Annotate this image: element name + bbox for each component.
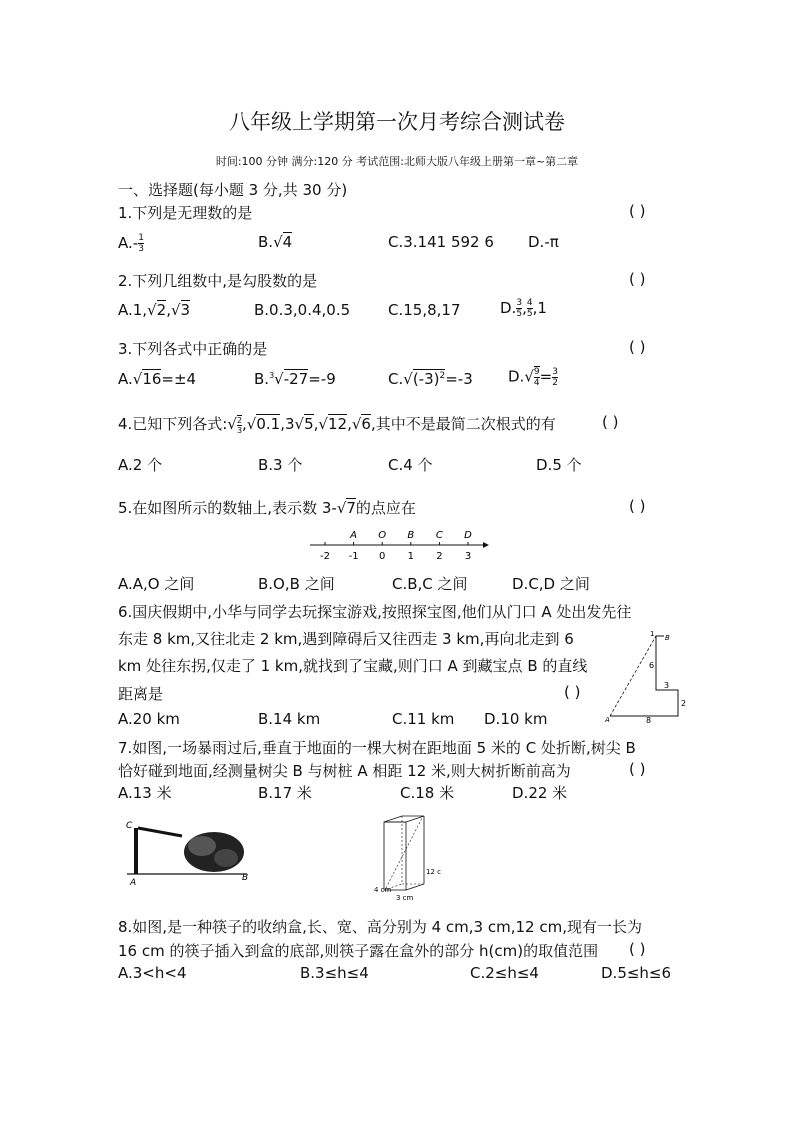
q7-stem-line2: 恰好碰到地面,经测量树尖 B 与树桩 A 相距 12 米,则大树折断前高为 <box>118 762 571 780</box>
q5-stem: 5.在如图所示的数轴上,表示数 3-√7的点应在 <box>118 499 416 517</box>
q3-answer-blank: ( ) <box>629 338 646 356</box>
q4-option-c: C.4 个 <box>388 456 433 474</box>
q8-option-c: C.2≤h≤4 <box>470 964 539 982</box>
q7-option-b: B.17 米 <box>258 784 312 802</box>
q5-option-a: A.A,O 之间 <box>118 575 195 593</box>
number-line-point-label: O <box>378 530 387 541</box>
q6-answer-blank: ( ) <box>564 683 581 701</box>
q7-answer-blank: ( ) <box>629 760 646 778</box>
q7-point-b-label: B <box>242 873 249 883</box>
q3-option-a: A.√16=±4 <box>118 370 197 388</box>
q7-option-a: A.13 米 <box>118 784 172 802</box>
treasure-path-figure <box>604 628 690 724</box>
q2-stem: 2.下列几组数中,是勾股数的是 <box>118 272 318 290</box>
q2-option-a: A.1,√2,√3 <box>118 301 191 319</box>
number-line-figure <box>305 526 490 564</box>
chopstick-box-figure <box>372 812 452 904</box>
q1-stem: 1.下列是无理数的是 <box>118 204 253 222</box>
q1-option-c: C.3.141 592 6 <box>388 233 494 251</box>
q7-stem-line1: 7.如图,一场暴雨过后,垂直于地面的一棵大树在距地面 5 米的 C 处折断,树尖 B <box>118 739 636 757</box>
q7-point-c-label: C <box>126 821 133 831</box>
number-line-point-label: D <box>464 530 472 541</box>
q1-answer-blank: ( ) <box>629 202 646 220</box>
q6-stem-line3: km 处往东拐,仅走了 1 km,就找到了宝藏,则门口 A 到藏宝点 B 的直线 <box>118 657 588 675</box>
q6-seg-1: 1 <box>650 630 655 638</box>
q6-stem-line2: 东走 8 km,又往北走 2 km,遇到障碍后又往西走 3 km,再向北走到 6 <box>118 630 574 648</box>
q4-answer-blank: ( ) <box>602 413 619 431</box>
q4-option-d: D.5 个 <box>536 456 582 474</box>
q6-option-a: A.20 km <box>118 710 180 728</box>
number-line-point-label: C <box>435 530 443 541</box>
q6-point-a-label: A <box>605 716 610 724</box>
number-line-tick-label: -1 <box>348 551 359 562</box>
q6-seg-3: 3 <box>664 681 670 690</box>
q6-option-c: C.11 km <box>392 710 455 728</box>
q4-option-b: B.3 个 <box>258 456 303 474</box>
q7-option-c: C.18 米 <box>400 784 455 802</box>
q8-option-a: A.3<h<4 <box>118 964 187 982</box>
q6-stem-line4: 距离是 <box>118 685 164 703</box>
q1-option-a: A.- $\frac{1}{3}$ <box>118 233 144 254</box>
page-title: 八年级上学期第一次月考综合测试卷 <box>229 110 565 134</box>
q2-option-b: B.0.3,0.4,0.5 <box>254 301 351 319</box>
q6-option-b: B.14 km <box>258 710 321 728</box>
number-line-point-label: B <box>407 530 415 541</box>
q6-seg-2: 2 <box>681 699 687 708</box>
q4-option-a: A.2 个 <box>118 456 163 474</box>
box-height-label: 12 c <box>426 868 441 876</box>
number-line-tick-label: -2 <box>320 551 330 562</box>
q3-option-d: D.√ $\frac{9}{4}$ = $\frac{3}{2}$ <box>508 366 558 388</box>
q7-option-d: D.22 米 <box>512 784 568 802</box>
q5-option-d: D.C,D 之间 <box>512 575 590 593</box>
q8-stem-line1: 8.如图,是一种筷子的收纳盒,长、宽、高分别为 4 cm,3 cm,12 cm,现有一长为 <box>118 918 642 936</box>
q6-point-b-label: B <box>665 634 670 642</box>
q1-option-b: B.√4 <box>258 233 293 251</box>
q6-stem-line1: 6.国庆假期中,小华与同学去玩探宝游戏,按照探宝图,他们从门口 A 处出发先往 <box>118 603 632 621</box>
broken-tree-figure <box>122 814 252 888</box>
q3-stem: 3.下列各式中正确的是 <box>118 340 268 358</box>
number-line-tick-label: 1 <box>407 551 414 562</box>
q7-point-a-label: A <box>130 878 137 888</box>
number-line-point-label: A <box>350 530 358 541</box>
q8-stem-line2: 16 cm 的筷子插入到盒的底部,则筷子露在盒外的部分 h(cm)的取值范围 <box>118 942 599 960</box>
q1-option-d: D.-π <box>528 233 559 251</box>
number-line-tick-label: 3 <box>464 551 472 562</box>
q6-seg-6: 6 <box>649 661 655 670</box>
q2-option-c: C.15,8,17 <box>388 301 461 319</box>
number-line-tick-label: 2 <box>436 551 443 562</box>
q3-option-b: B.$^3$√-27=-9 <box>254 370 336 388</box>
number-line-tick-label: 0 <box>379 551 386 562</box>
box-width-label: 4 cm <box>374 886 392 894</box>
q3-option-c: $C.√(-3)^2=-3$ <box>388 370 473 388</box>
q8-option-b: B.3≤h≤4 <box>300 964 369 982</box>
q6-seg-8: 8 <box>646 716 652 725</box>
exam-info: 时间:100 分钟 满分:120 分 考试范围:北师大版八年级上册第一章~第二章 <box>215 155 579 168</box>
q8-answer-blank: ( ) <box>629 940 646 958</box>
q4-stem: 4.已知下列各式:√ $\frac{2}{3}$ ,√0.1,3√5,√12,√6,其中不是最简二次根式的有 <box>118 415 556 435</box>
box-depth-label: 3 cm <box>396 894 414 902</box>
q2-option-d: D. $\frac{3}{5}$ , $\frac{4}{5}$ ,1 <box>500 298 547 319</box>
section-heading: 一、选择题(每小题 3 分,共 30 分) <box>118 181 348 199</box>
q8-option-d: D.5≤h≤6 <box>601 964 672 982</box>
q2-answer-blank: ( ) <box>629 270 646 288</box>
q5-option-c: C.B,C 之间 <box>392 575 468 593</box>
q6-option-d: D.10 km <box>484 710 548 728</box>
q5-answer-blank: ( ) <box>629 497 646 515</box>
q5-option-b: B.O,B 之间 <box>258 575 335 593</box>
